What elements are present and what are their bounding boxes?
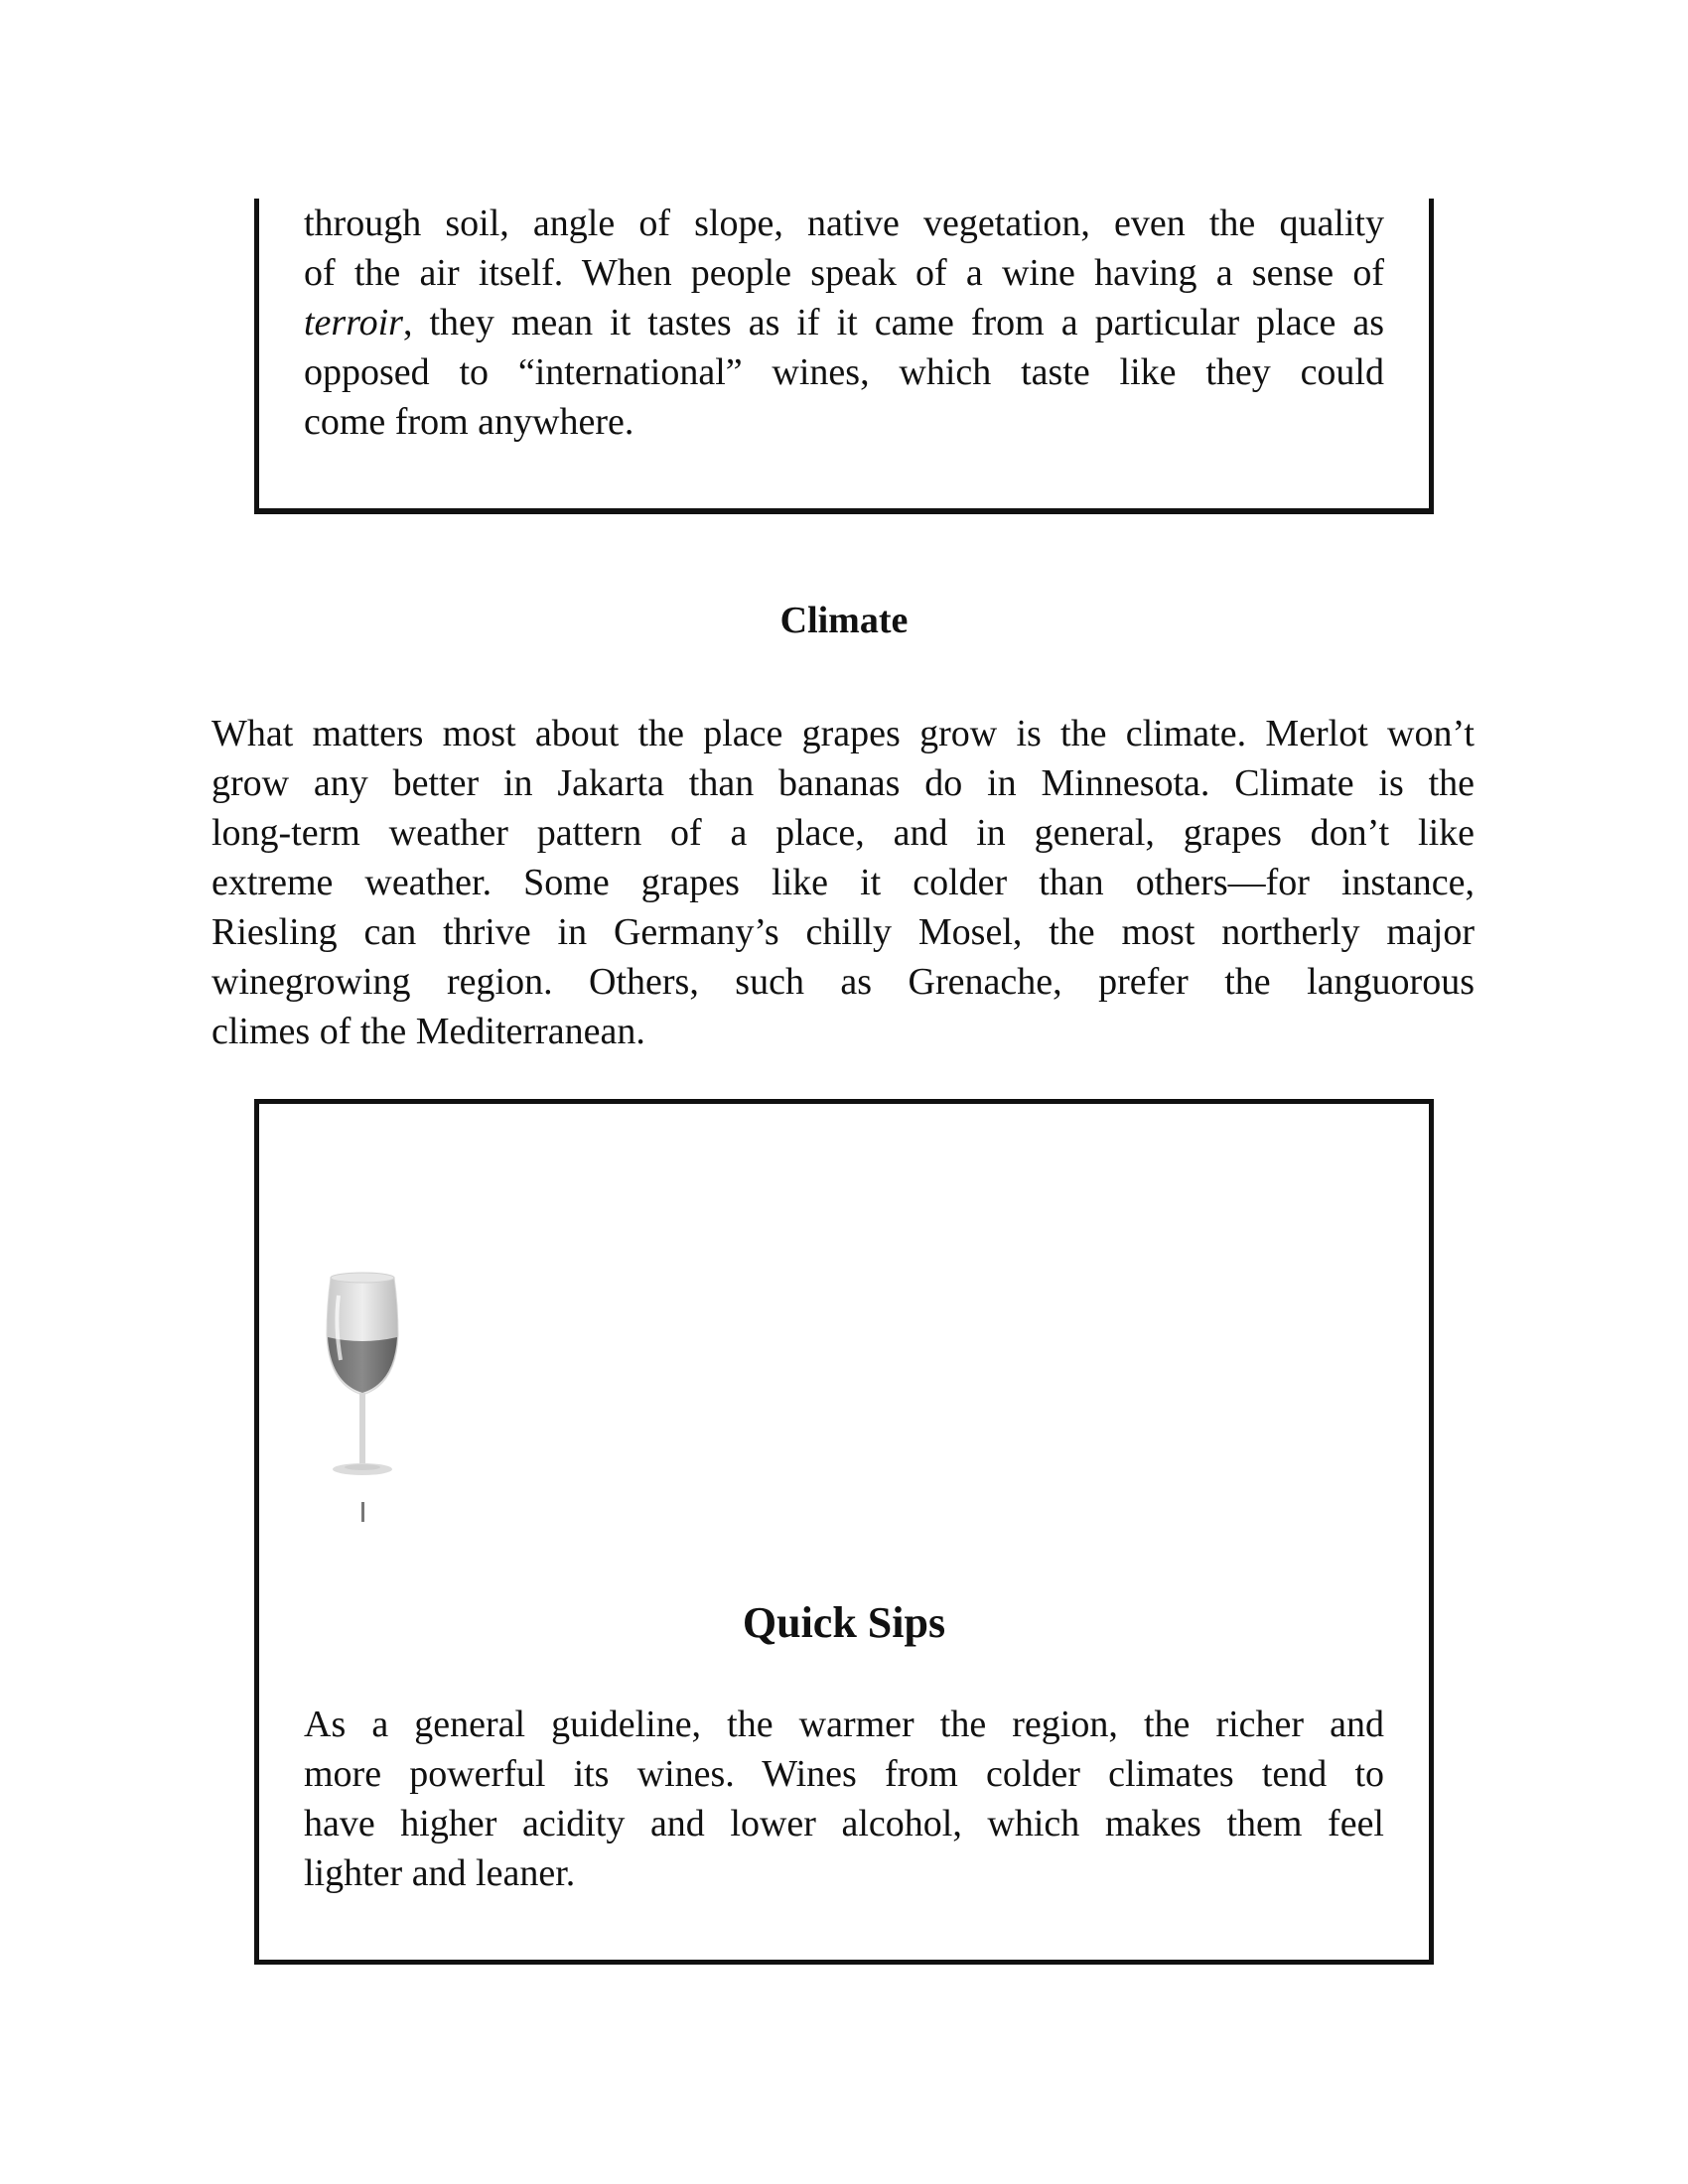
- sips-line-4: lighter and leaner.: [304, 1852, 576, 1894]
- terroir-line-4: opposed to “international” wines, which taste like they could: [304, 351, 1384, 393]
- climate-paragraph: [211, 709, 1475, 1056]
- climate-heading: Climate: [779, 600, 909, 641]
- climate-line-2: grow any better in Jakarta than bananas do in Minnesota. Climate is the: [211, 762, 1475, 804]
- terroir-line-5: come from anywhere.: [304, 401, 634, 443]
- wine-glass-icon: [319, 1266, 418, 1534]
- climate-line-3: long-term weather pattern of a place, and in general, grapes don’t like: [211, 812, 1475, 854]
- terroir-line-1: through soil, angle of slope, native vegetation, even the quality: [304, 203, 1384, 244]
- quick-sips-title: Quick Sips: [742, 1598, 946, 1647]
- quick-sips-text: [304, 1700, 1384, 1898]
- sips-line-3: have higher acidity and lower alcohol, which makes them feel: [304, 1803, 1384, 1844]
- terroir-line-3-rest: , they mean it tastes as if it came from a particular place as: [402, 302, 1384, 343]
- sips-line-2: more powerful its wines. Wines from colder climates tend to: [304, 1753, 1384, 1795]
- climate-line-6: winegrowing region. Others, such as Grenache, prefer the languorous: [211, 961, 1475, 1003]
- climate-line-1: What matters most about the place grapes grow is the climate. Merlot won’t: [211, 713, 1475, 754]
- terroir-line-3: [304, 298, 1384, 347]
- climate-line-4: extreme weather. Some grapes like it colder than others—for instance,: [211, 862, 1475, 903]
- terroir-sidebar-box: [254, 199, 1434, 514]
- climate-line-7: climes of the Mediterranean.: [211, 1011, 645, 1052]
- terroir-sidebar-text: [304, 199, 1384, 447]
- terroir-italic-term: terroir: [304, 302, 403, 343]
- sips-line-1: As a general guideline, the warmer the region, the richer and: [304, 1704, 1384, 1745]
- terroir-line-2: of the air itself. When people speak of a wine having a sense of: [304, 252, 1384, 294]
- quick-sips-box: [254, 1099, 1434, 1965]
- climate-line-5: Riesling can thrive in Germany’s chilly Mosel, the most northerly major: [211, 911, 1475, 953]
